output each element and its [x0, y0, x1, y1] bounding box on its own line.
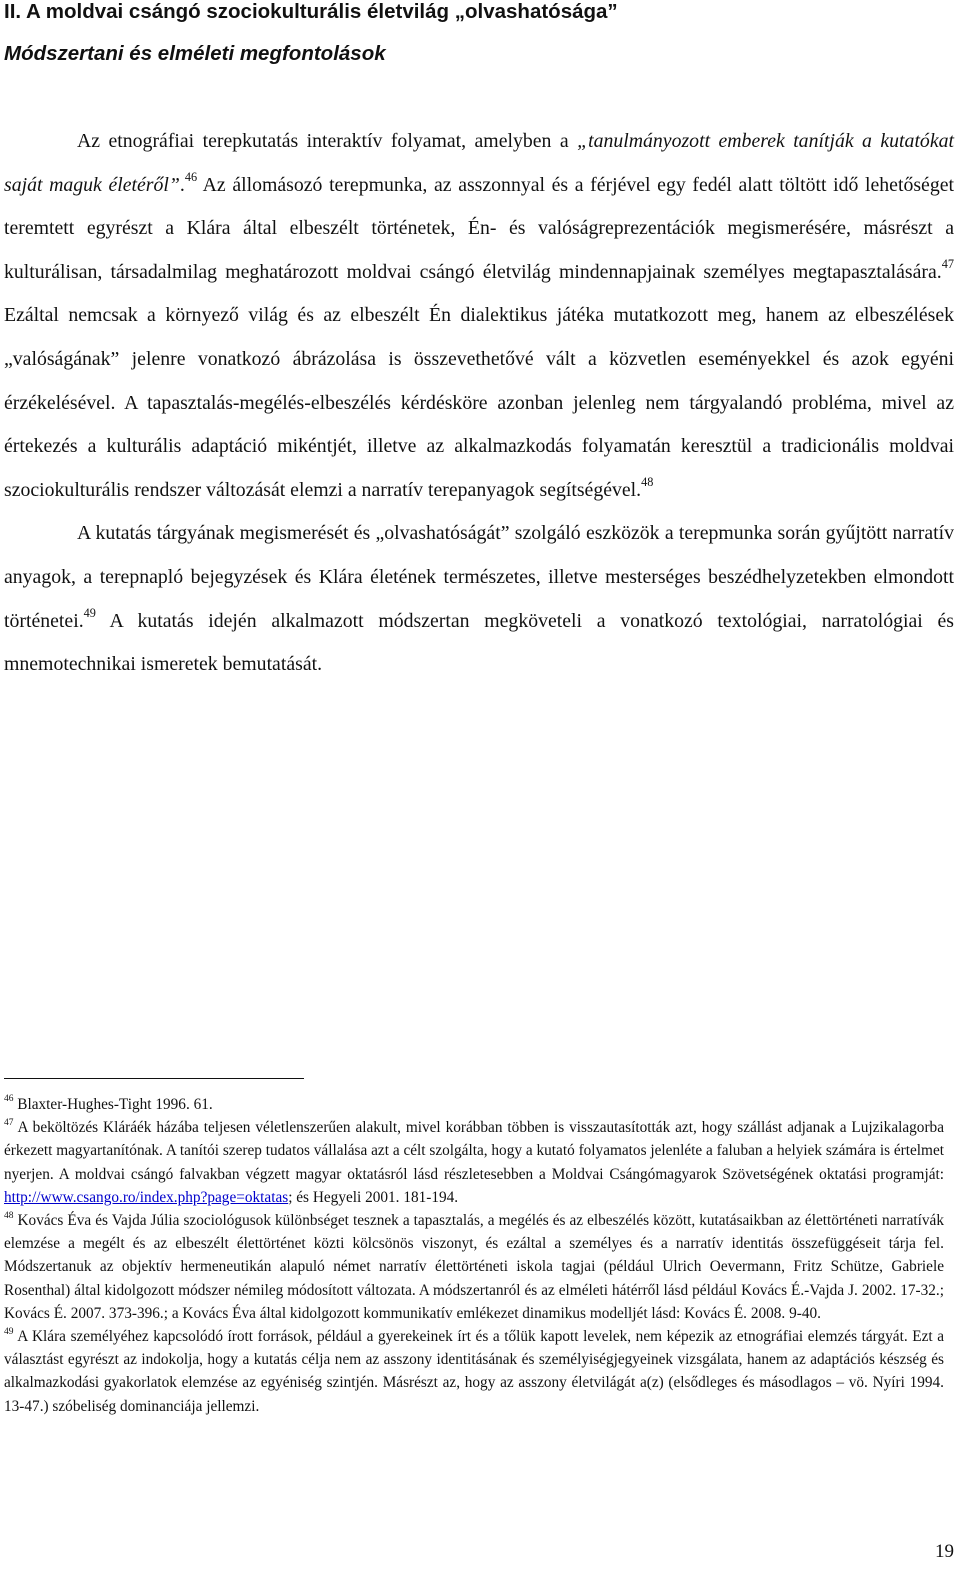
footnote-number-49: 49	[4, 1326, 14, 1337]
quote-italic: „tanulmányozott emberek tanítják a kutatókat saját maguk életéről”	[4, 130, 954, 196]
paragraph-2	[4, 512, 954, 686]
footnotes	[4, 1093, 944, 1418]
footnote-ref-46[interactable]: 46	[184, 170, 198, 185]
footnote-49	[4, 1325, 944, 1418]
footnote-separator	[4, 1078, 304, 1079]
footnote-48	[4, 1209, 944, 1325]
footnote-text-46: Blaxter-Hughes-Tight 1996. 61.	[13, 1096, 213, 1113]
paragraph-1-text-d: Ezáltal nemcsak a környező világ és az elbeszélt Én dialektikus játéka mutatkozott meg, hanem az elbeszélések „valóságának” jelenre vonatkozó ábrázolása is összevethetővé vált a közvetlen eseményekkel és azok egyéni érzékelésével. A tapasztalás-megélés-elbeszélés kérdésköre azonban jelenleg nem tárgyalandó probléma, mivel az értekezés a kulturális adaptáció mikéntjét, illetve az alkalmazkodás folyamatán keresztül a tradicionális moldvai szociokulturális rendszer változását elemzi a narratív terepanyagok segítségével.	[4, 304, 954, 501]
footnote-text-49: A Klára személyéhez kapcsolódó írott források, például a gyerekeinek írt és a tőlük kapott levelek, nem képezik az etnográfiai elemzés tárgyát. Ezt a választást egyrészt az indokolja, hogy a kutatás célja nem az asszony identitásának és személyiségjegyeinek vizsgálata, hanem az adaptációs készség és alkalmazkodási gyakorlatok elemzése az egyéniség szintjén. Másrészt az, hogy az asszony életvilágát a(z) (elsődleges és másodlagos – vö. Nyíri 1994. 13-47.) szóbeliség dominanciája jellemzi.	[4, 1328, 944, 1415]
paragraph-1	[4, 120, 954, 512]
footnote-text-47b: ; és Hegyeli 2001. 181-194.	[288, 1188, 459, 1206]
footnote-text-48: Kovács Éva és Vajda Júlia szociológusok különbséget tesznek a tapasztalás, a megélés és az elbeszélés között, kutatásaikban az élettörténeti narratívák elemzése a megélt és az elbeszélt élettörténet közti kölcsönös viszonyt, és ezáltal a személyes és a narratív identitás összefüggéseit tárja fel. Módszertanuk az objektív hermeneutikán alapuló német narratív élettörténeti iskola tagjai (például Ulrich Oevermann, Fritz Schütze, Gabriele Rosenthal) által kidolgozott módszer némileg módosított változata. A módszertanról és az elméleti hátérről lásd például Kovács É.-Vajda J. 2002. 17-32.; Kovács É. 2007. 373-396.; a Kovács Éva által kidolgozott kommunikatív emlékezet dinamikus modelljét lásd: Kovács É. 2008. 9-40.	[4, 1212, 944, 1322]
footnote-text-47a: A beköltözés Kláráék házába teljesen véletlenszerűen alakult, mivel korábban többen is visszautasították azt, hogy szállást adjanak a Lujzikalagorba érkezett magyartanítónak. A tanítói szerep tudatos vállalása azt a célt szolgálta, hogy a kutató folyamatos jelenléte a faluban a helyiek számára is értelmet nyerjen. A moldvai csángó falvakban végzett magyar oktatásról lásd részletesebben a Moldvai Csángómagyarok Szövetségének oktatási programját:	[4, 1119, 944, 1183]
footnote-ref-49[interactable]: 49	[83, 606, 96, 621]
footnote-ref-47[interactable]: 47	[941, 257, 954, 272]
page-number: 19	[935, 1541, 954, 1562]
footnote-number-48: 48	[4, 1210, 14, 1221]
paragraph-1-text-a: Az etnográfiai terepkutatás interaktív folyamat, amelyben a	[77, 130, 578, 152]
paragraph-2-text-a: A kutatás tárgyának megismerését és „olvashatóságát” szolgáló eszközök a terepmunka során gyűjtött narratív anyagok, a terepnapló bejegyzések és Klára életének természetes, illetve mesterséges beszédhelyzetekben elmondott történetei.	[4, 522, 954, 632]
footnote-47	[4, 1116, 944, 1209]
chapter-title: II. A moldvai csángó szociokulturális életvilág „olvashatósága”	[4, 0, 618, 23]
body-text	[4, 120, 954, 687]
section-subtitle: Módszertani és elméleti megfontolások	[4, 42, 386, 65]
footnote-ref-48[interactable]: 48	[641, 475, 654, 490]
paragraph-1-text-c: Az állomásozó terepmunka, az asszonnyal és a férjével egy fedél alatt töltött idő lehetőséget teremtett egyrészt a Klára által elbeszélt történetek, Én- és valóságreprezentációk megismerésére, másrészt a kulturálisan, társadalmilag meghatározott moldvai csángó életvilág mindennapjainak személyes megtapasztalására.	[4, 173, 954, 283]
footnote-46	[4, 1093, 944, 1116]
paragraph-1-text-b: .	[179, 173, 185, 196]
footnote-number-46: 46	[4, 1094, 14, 1105]
csango-oktatas-link[interactable]: http://www.csango.ro/index.php?page=oktatas	[4, 1188, 289, 1206]
paragraph-2-text-b: A kutatás idején alkalmazott módszertan megköveteli a vonatkozó textológiai, narratológiai és mnemotechnikai ismeretek bemutatását.	[4, 609, 954, 676]
footnote-number-47: 47	[4, 1117, 14, 1128]
